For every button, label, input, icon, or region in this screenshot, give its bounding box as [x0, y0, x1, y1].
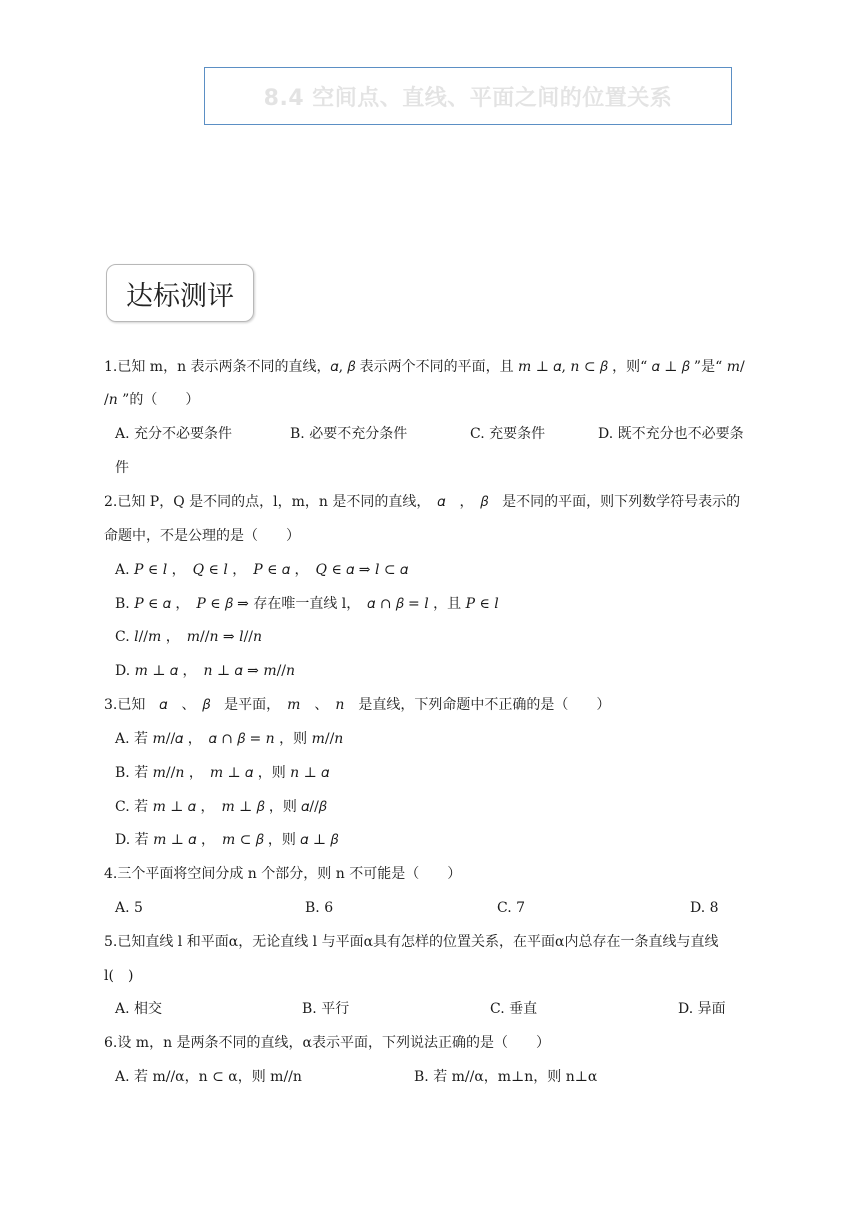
q2-option-a: A. 𝑃 ∈ 𝑙 ， 𝑄 ∈ 𝑙 ， 𝑃 ∈ 𝛼 ， 𝑄 ∈ 𝛼 ⇒ 𝑙 ⊂ 𝛼 — [115, 562, 409, 578]
q3-option-a: A. 若 𝑚//𝛼 ， 𝛼 ∩ 𝛽 = 𝑛 ，则 𝑚//𝑛 — [115, 731, 344, 747]
q2-option-b: B. 𝑃 ∈ 𝛼 ， 𝑃 ∈ 𝛽 ⇒ 存在唯一直线 l， 𝛼 ∩ 𝛽 = 𝑙 ，且 𝑃 ∈ 𝑙 — [115, 596, 499, 612]
q1-stem-line1: 1.已知 m，n 表示两条不同的直线，𝛼, 𝛽 表示两个不同的平面，且 𝑚 ⊥ 𝛼, 𝑛 ⊂ 𝛽 ，则“ 𝛼 ⊥ 𝛽 ”是“ 𝑚/ — [104, 359, 745, 375]
q2-option-c: C. 𝑙//𝑚 ， 𝑚//𝑛 ⇒ 𝑙//𝑛 — [115, 629, 263, 645]
title-box — [204, 67, 732, 125]
q5-stem-line1: 5.已知直线 l 和平面α，无论直线 l 与平面α具有怎样的位置关系，在平面α内总存在一条直线与直线 — [104, 934, 719, 950]
q6-option-a: A. 若 m//α，n ⊂ α，则 m//n — [115, 1069, 302, 1085]
section-heading-box — [106, 264, 254, 322]
q1-option-a: A. 充分不必要条件 — [115, 426, 233, 442]
q4-option-a: A. 5 — [115, 900, 143, 916]
q4-option-d: D. 8 — [690, 900, 719, 916]
q4-option-c: C. 7 — [497, 900, 526, 916]
q6-stem: 6.设 m，n 是两条不同的直线，α表示平面，下列说法正确的是（ ） — [104, 1035, 551, 1051]
q5-option-d: D. 异面 — [678, 1001, 726, 1017]
q5-option-a: A. 相交 — [115, 1001, 163, 1017]
section-heading: 达标测评 — [126, 280, 234, 312]
page-title: 8.4 空间点、直线、平面之间的位置关系 — [263, 85, 673, 111]
q2-stem-line2: 命题中，不是公理的是（ ） — [104, 528, 300, 544]
q3-stem: 3.已知 𝛼 、 𝛽 是平面， 𝑚 、 𝑛 是直线，下列命题中不正确的是（ ） — [104, 697, 611, 713]
q3-option-b: B. 若 𝑚//𝑛 ， 𝑚 ⊥ 𝛼 ，则 𝑛 ⊥ 𝛼 — [115, 765, 330, 781]
q1-option-d: D. 既不充分也不必要条 — [598, 426, 744, 442]
q1-stem-line2: /𝑛 ”的（ ） — [104, 392, 200, 408]
q4-stem: 4.三个平面将空间分成 n 个部分，则 n 不可能是（ ） — [104, 866, 462, 882]
q5-option-b: B. 平行 — [302, 1001, 350, 1017]
q5-option-c: C. 垂直 — [490, 1001, 538, 1017]
q3-option-d: D. 若 𝑚 ⊥ 𝛼 ， 𝑚 ⊂ 𝛽 ，则 𝛼 ⊥ 𝛽 — [115, 832, 339, 848]
q2-option-d: D. 𝑚 ⊥ 𝛼 ， 𝑛 ⊥ 𝛼 ⇒ 𝑚//𝑛 — [115, 663, 296, 679]
q4-option-b: B. 6 — [305, 900, 334, 916]
q1-option-d-wrap: 件 — [115, 460, 129, 476]
q5-stem-line2: l( ) — [104, 968, 134, 984]
q1-option-b: B. 必要不充分条件 — [290, 426, 408, 442]
q2-stem-line1: 2.已知 P，Q 是不同的点，l，m，n 是不同的直线， 𝛼 ， 𝛽 是不同的平面，则下列数学符号表示的 — [104, 494, 741, 510]
q6-option-b: B. 若 m//α，m⊥n，则 n⊥α — [414, 1069, 598, 1085]
q1-option-c: C. 充要条件 — [470, 426, 546, 442]
q3-option-c: C. 若 𝑚 ⊥ 𝛼 ， 𝑚 ⊥ 𝛽 ，则 𝛼//𝛽 — [115, 799, 327, 815]
